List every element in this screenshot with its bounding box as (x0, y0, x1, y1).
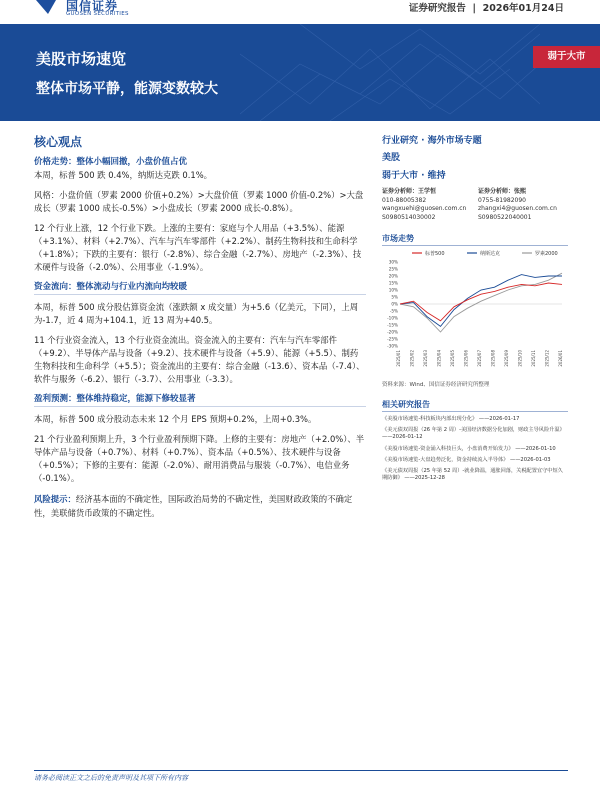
x-tick-label: 2025/11 (531, 350, 536, 367)
sidebar (382, 133, 568, 482)
y-tick-label: 20% (388, 273, 398, 279)
analyst-role: 证券分析师：张熙 (478, 188, 527, 195)
series-line (400, 275, 562, 327)
y-tick-label: 10% (388, 287, 398, 293)
risk-text: 经济基本面的不确定性，国际政治局势的不确定性，美国财政政策的不确定性，美联储货币政策的不确定性。 (34, 494, 353, 518)
x-tick-label: 2025/01 (396, 350, 401, 367)
related-report[interactable]: 《美股市场速览-科技板块内部出现分化》 ——2026-01-17 (382, 416, 520, 422)
analyst-card (382, 188, 472, 222)
report-date: 2026年01月24日 (482, 3, 564, 14)
title-banner (0, 24, 600, 121)
risk-label: 风险提示： (34, 494, 76, 504)
y-tick-label: -30% (387, 343, 398, 349)
logo-name: 国信证券 (66, 0, 119, 13)
related-report[interactable]: 《美股市场速览-大盘趋势泛化，资金持续流入半导体》 ——2026-01-03 (382, 456, 551, 463)
y-tick-label: -20% (387, 329, 398, 335)
analyst-phone: 0755-81982090 (478, 196, 526, 204)
y-tick-label: 30% (388, 259, 398, 265)
y-tick-label: 15% (388, 280, 398, 286)
market-trend-chart (382, 246, 568, 378)
chart-source: 资料来源：Wind、国信证券经济研究所整理 (382, 382, 490, 388)
chart-svg (382, 246, 568, 378)
x-tick-label: 2025/12 (544, 350, 550, 367)
core-heading: 核心观点 (34, 135, 83, 149)
paragraph: 11 个行业资金流入，13 个行业资金流出。资金流入的主要有：汽车与汽车零部件（+9.2）、半导体产品与设备（+9.2）、技术硬件与设备（+5.9）、能源（+5.5）、制药生物科技和生命科学（+5.5）；资金流出的主要有：综合金融（-13.6）、资本品（-7.4）、软件与服务（-6.2）、银行（-3.7）、公用事业（-3.3）。 (34, 335, 365, 384)
header-separator: | (469, 3, 480, 14)
analyst-email[interactable]: wangxuehi@guosen.com.cn (382, 205, 467, 212)
paragraph: 风格：小盘价值（罗素 2000 价值+0.2%）>大盘价值（罗素 1000 价值-0.2%）>大盘成长（罗素 1000 成长-0.5%）>小盘成长（罗素 2000 成长-0.8%）。 (34, 190, 364, 213)
analyst-phone: 010-88005382 (382, 196, 427, 204)
sector-rating: 弱于大市 · 维持 (382, 171, 446, 181)
x-tick-label: 2025/06 (463, 350, 469, 367)
analyst-card (478, 188, 568, 222)
analyst-license: S0980514030002 (382, 213, 436, 221)
x-tick-label: 2025/07 (477, 350, 482, 367)
y-tick-label: -10% (387, 315, 398, 321)
report-type: 证券研究报告 (408, 3, 466, 14)
analyst-block (382, 188, 568, 222)
core-views (34, 133, 366, 520)
banner-decoration (240, 24, 540, 121)
x-tick-label: 2025/10 (517, 350, 523, 367)
chart-heading: 市场走势 (382, 232, 568, 246)
footer-divider (34, 770, 568, 771)
related-report[interactable]: 《美股市场速览-资金涌入科技巨头，小盘消费开始发力》 ——2026-01-10 (382, 445, 556, 452)
risk-warning (34, 492, 366, 520)
x-tick-label: 2025/02 (409, 350, 415, 367)
x-tick-label: 2025/03 (423, 350, 428, 367)
related-report[interactable]: 《美元债双周报（25 年第 52 周）-就业降温，通胀回落，关税配置宜守中短久期防御》 ——2025-12-28 (382, 468, 563, 482)
legend-label: 标普500 (425, 251, 445, 257)
x-tick-label: 2026/01 (558, 350, 563, 367)
x-tick-label: 2025/04 (436, 350, 442, 367)
y-tick-label: 0% (391, 301, 398, 307)
series-line (400, 273, 562, 332)
section-head-flow: 资金流向：整体流动与行业内流向均较暖 (34, 281, 366, 295)
y-tick-label: -25% (387, 336, 398, 342)
analyst-email[interactable]: zhangxi4@guosen.com.cn (478, 205, 557, 212)
x-tick-label: 2025/09 (504, 350, 509, 367)
x-tick-label: 2025/05 (450, 350, 455, 367)
logo (36, 0, 146, 22)
paragraph: 本周，标普 500 跌 0.4%，纳斯达克跌 0.1%。 (34, 170, 213, 180)
report-headline: 整体市场平静，能源变数较大 (36, 81, 218, 97)
paragraph: 本周，标普 500 成分股估算资金流（涨跌额 x 成交量）为+5.6（亿美元，下同），上周为-1.7，近 4 周为+104.1，近 13 周为+40.5。 (34, 302, 359, 325)
y-tick-label: -15% (387, 322, 398, 328)
sector-name: 美股 (382, 153, 401, 163)
series-line (400, 283, 562, 321)
related-heading: 相关研究报告 (382, 398, 568, 412)
header-meta (409, 0, 564, 14)
y-tick-label: -5% (389, 308, 398, 314)
analyst-license: S0980522040001 (478, 213, 532, 221)
logo-english: GUOSEN SECURITIES (66, 11, 129, 17)
rating-tag: 弱于大市 (533, 46, 600, 68)
legend-label: 纳斯达克 (480, 251, 501, 257)
paragraph: 12 个行业上涨，12 个行业下跌。上涨的主要有：家庭与个人用品（+3.5%）、能源（+3.1%）、材料（+2.7%）、汽车与汽车零部件（+2.2%）、制药生物科技和生命科学（+1.8%）；下跌的主要有：银行（-2.8%）、综合金融（-2.7%）、房地产（-2.3%）、技术硬件与设备（-2.0%）、公用事业（-1.9%）。 (34, 223, 362, 272)
report-category: 行业研究 · 海外市场专题 (382, 136, 482, 146)
logo-mark-icon (36, 0, 56, 14)
analyst-role: 证券分析师：王学恒 (382, 188, 437, 195)
section-head-price: 价格走势：整体小幅回撤，小盘价值占优 (34, 157, 188, 167)
y-tick-label: 5% (391, 294, 398, 300)
x-tick-label: 2025/08 (490, 350, 496, 367)
related-report[interactable]: 《美元债双周报（26 年第 2 周）-美国经济数据分化加剧，财政主导风险升温》 ——2026-01-12 (382, 427, 565, 441)
paragraph: 本周，标普 500 成分股动态未来 12 个月 EPS 预期+0.2%，上周+0.3%。 (34, 414, 317, 424)
report-series-title: 美股市场速览 (36, 50, 127, 68)
paragraph: 21 个行业盈利预期上升，3 个行业盈利预期下降。上修的主要有：房地产（+2.0%）、半导体产品与设备（+0.7%）、材料（+0.7%）、资本品（+0.5%）、技术硬件与设备（+0.5%）；下修的主要有：能源（-2.0%）、耐用消费品与服装（-0.7%）、电信业务（-0.1%）。 (34, 434, 365, 483)
section-head-earnings: 盈利预测：整体维持稳定，能源下修较显著 (34, 393, 366, 407)
legend-label: 罗素2000 (535, 251, 558, 257)
y-tick-label: 25% (388, 266, 398, 272)
footer-disclaimer: 请务必阅读正文之后的免责声明及其项下所有内容 (34, 774, 188, 782)
